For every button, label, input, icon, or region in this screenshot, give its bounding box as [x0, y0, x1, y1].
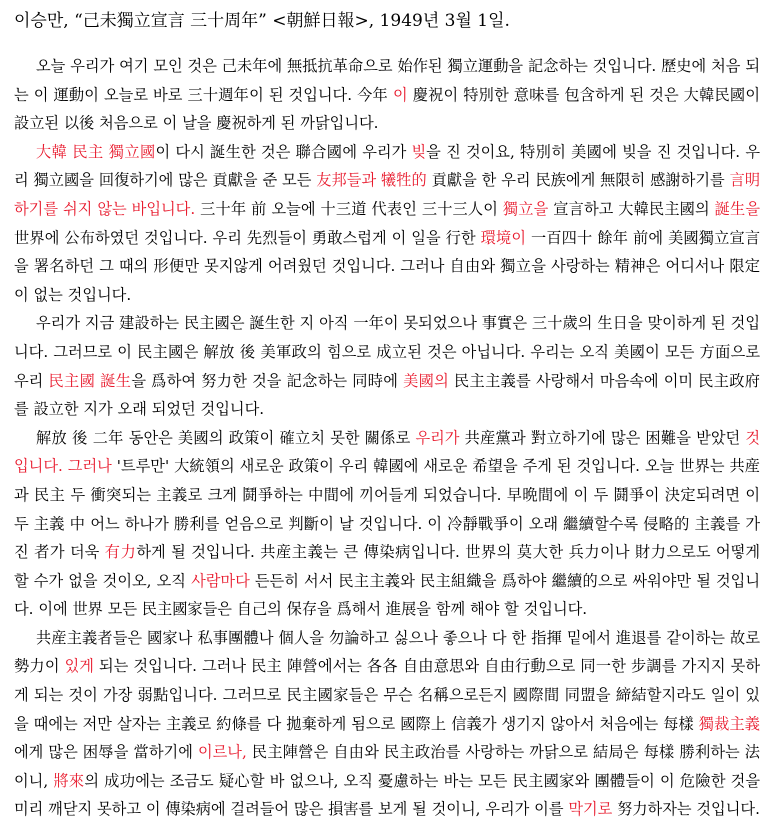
- text-run: 하게 될 것입니다. 共産主義는 큰 傳染病입니다. 世界의 莫大한 兵力이나 財力으로도 어떻게 할 수가 없을 것이오, 오직: [14, 543, 761, 590]
- highlighted-text: 環境이: [480, 228, 526, 247]
- highlighted-text: 막기로: [568, 800, 613, 819]
- highlighted-text: 이: [392, 85, 408, 104]
- document-body: [14, 8, 760, 824]
- paragraph: [14, 624, 760, 824]
- paragraph: [14, 138, 760, 310]
- highlighted-text: 사람마다: [191, 571, 250, 590]
- text-run: 되는 것입니다. 그러나 民主 陣營에서는 各各 自由意思와 自由行動으로 同一한 步調를 가지지 못하게 되는 것이 가장 弱點입니다. 그러므로 民主國家들은 무슨 名稱으로든지 國際間 同盟을 締結할지라도 일이 있을 때에는 저만 살자는 主義로 約條를 다 拋棄하게 됨으로 國際上 信義가 생기지 않아서 처음에는 每樣: [14, 657, 760, 733]
- text-run: 共産主義者들은 國家나 私事團體나 個人을 勿論하고 싫으나 좋으나 다 한 指揮 밑에서 進退를 같이하는 故로 勢力이: [14, 628, 760, 676]
- text-run: 民主主義를 사랑해서 마음속에 이미 民主政府를 設立한 지가 오래 되었던 것입니다.: [14, 371, 760, 419]
- text-run: '트루만' 大統領의 새로운 政策이 우리 韓國에 새로운 希望을 주게 된 것입니다. 오늘 世界는 共産과 民主 두 衝突되는 主義로 크게 鬪爭하는 中間에 끼어들게 되었습니다. 早晩間에 이 두 鬪爭이 決定되려면 이 두 主義 中 어느 하나가 勝利를 얻음으로 判斷이 날 것입니다. 이 冷靜戰爭이 오래 繼續할수록 侵略的 主義를 가진 者가 더욱: [14, 457, 760, 562]
- speech-text: [14, 52, 760, 824]
- highlighted-text: 것입니다. 그러나: [14, 428, 760, 476]
- text-run: 三十年 前 오늘에 十三道 代表인 三十三人이: [195, 199, 503, 218]
- highlighted-text: 美國의: [403, 371, 449, 390]
- highlighted-text: 빚: [411, 142, 427, 161]
- text-run: 의 成功에는 조금도 疑心할 바 없으나, 오직 憂慮하는 바는 모든 民主國家와 團體들이 이 危險한 것을 미리 깨닫지 못하고 이 傳染病에 걸려들어 많은 損害를 보게 될 것이니, 우리가 이를: [14, 771, 760, 819]
- highlighted-text: 民主國 誕生: [48, 371, 132, 390]
- highlighted-text: 大韓 民主 獨立國: [36, 142, 156, 161]
- text-run: 우리가 지금 建設하는 民主國은 誕生한 지 아직 一年이 못되었으나 事實은 三十歲의 生日을 맞이하게 된 것입니다. 그러므로 이 民主國은 解放 後 美軍政의 힘으로 成立된 것은 아닙니다. 우리는 오직 美國이 모든 方面으로 우리: [14, 314, 760, 390]
- highlighted-text: 友邦들과 犧牲的: [316, 171, 427, 190]
- text-run: 오늘 우리가 여기 모인 것은 己未年에 無抵抗革命으로 始作된 獨立運動을 記念하는 것입니다. 歷史에 처음 되는 이 運動이 오늘로 바로 三十週年이 된 것입니다. 今年: [14, 57, 760, 104]
- text-run: 民主陣營은 自由와 民主政治를 사랑하는 까닭으로 結局은 每樣 勝利하는 法이니,: [14, 743, 760, 790]
- highlighted-text: 우리가: [415, 428, 460, 447]
- text-run: 世界에 公布하였던 것입니다. 우리 先烈들이 勇敢스럽게 이 일을 行한: [14, 228, 481, 247]
- text-run: 에게 많은 困辱을 當하기에: [14, 743, 198, 762]
- highlighted-text: 言明하기를 쉬지 않는 바입니다.: [14, 171, 761, 218]
- paragraph: [14, 424, 760, 624]
- highlighted-text: 有力: [104, 543, 137, 562]
- citation-line: 이승만, “己未獨立宣言 三十周年” <朝鮮日報>, 1949년 3월 1일.: [14, 11, 510, 31]
- text-run: 貢獻을 한 우리 民族에게 無限히 感謝하기를: [426, 171, 730, 190]
- highlighted-text: 獨裁主義: [698, 714, 760, 733]
- highlighted-text: 獨立을: [502, 199, 549, 218]
- highlighted-text: 誕生을: [714, 199, 761, 218]
- highlighted-text: 있게: [64, 657, 94, 676]
- text-run: 一百四十 餘年 前에 美國獨立宣言을 署名하던 그 때의 形便만 못지않게 어려웠던 것입니다. 그러나 自由와 獨立을 사랑하는 精神은 어디서나 限定이 없는 것입니다.: [14, 228, 761, 304]
- text-run: 든든히 서서 民主主義와 民主組織을 爲하야 繼續的으로 싸워야만 될 것입니다. 이에 世界 모든 民主國家들은 自己의 保存을 爲해서 進展을 함께 해야 할 것입니다.: [14, 571, 760, 619]
- text-run: 을 진 것이요, 特別히 美國에 빚을 진 것입니다. 우리 獨立國을 回復하기에 많은 貢獻을 준 모든: [14, 142, 761, 190]
- text-run: 解放 後 二年 동안은 美國의 政策이 確立치 못한 關係로: [36, 428, 416, 447]
- text-run: 努力하자는 것입니다.: [612, 800, 760, 819]
- text-run: 을 爲하여 努力한 것을 記念하는 同時에: [131, 371, 404, 390]
- text-run: 宣言하고 大韓民主國의: [548, 199, 715, 218]
- text-run: 共産黨과 對立하기에 많은 困難을 받았던: [459, 428, 746, 447]
- paragraph: [14, 52, 760, 138]
- text-run: 이 다시 誕生한 것은 聯合國에 우리가: [155, 142, 412, 161]
- paragraph: [14, 309, 760, 423]
- highlighted-text: 將來: [53, 771, 85, 790]
- text-run: 慶祝이 特別한 意味를 包含하게 된 것은 大韓民國이 設立된 以後 처음으로 이 날을 慶祝하게 된 까닭입니다.: [14, 85, 760, 133]
- highlighted-text: 이르나,: [197, 743, 247, 762]
